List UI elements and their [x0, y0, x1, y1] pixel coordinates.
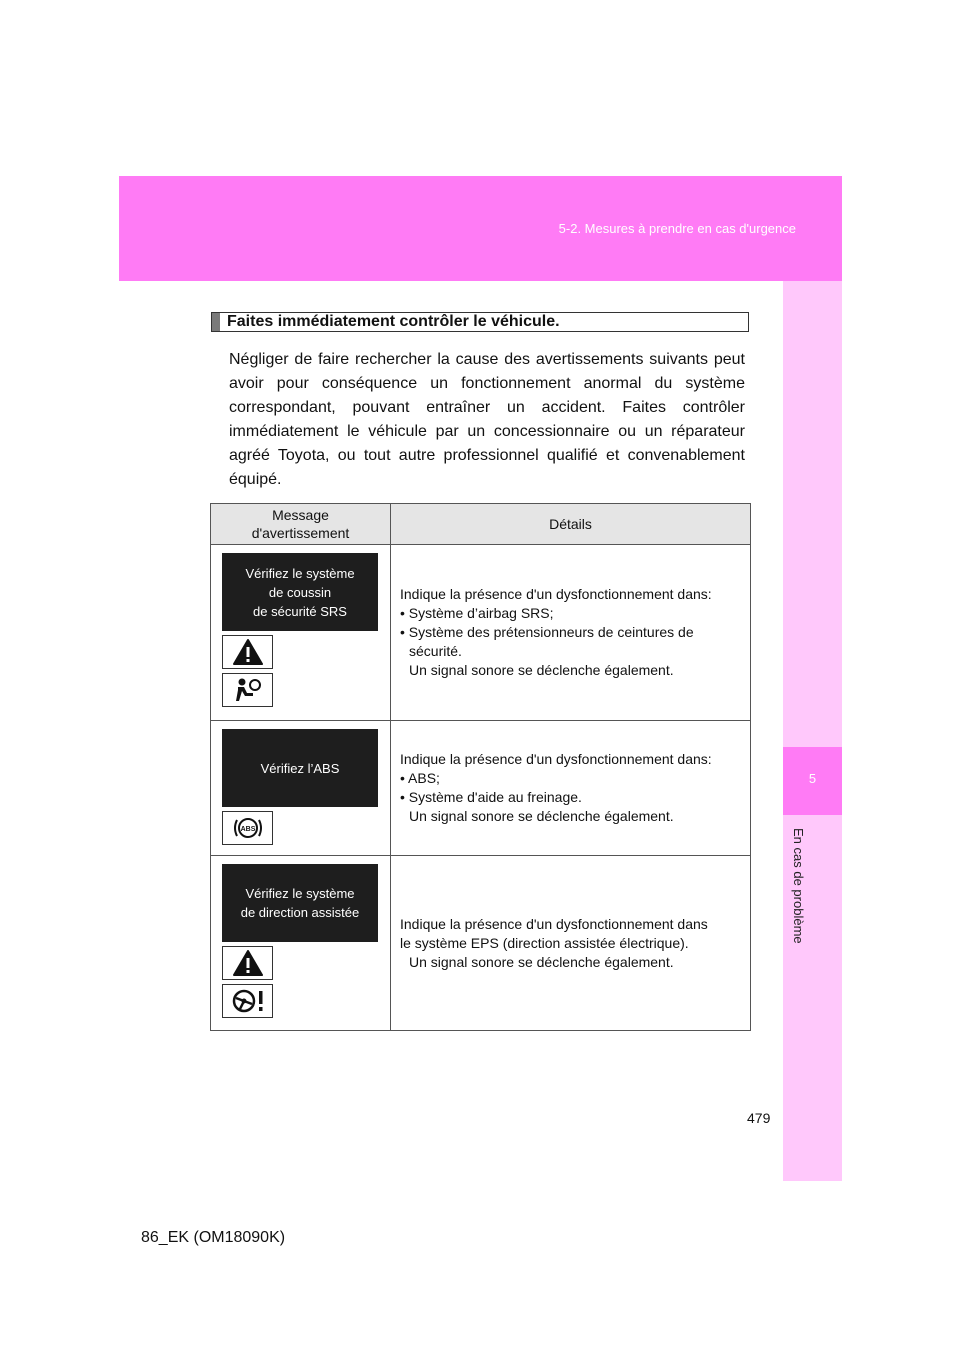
- warning-screen-eps: Vérifiez le système de direction assistée: [222, 864, 378, 942]
- detail-line: Un signal sonore se déclenche également.: [409, 953, 674, 970]
- message-cell: [211, 856, 391, 1031]
- section-reference: 5-2. Mesures à prendre en cas d'urgence: [558, 221, 796, 236]
- detail-line: Un signal sonore se déclenche également.: [409, 808, 674, 824]
- chapter-tab: [783, 747, 842, 815]
- column-header-details: Détails: [391, 504, 751, 545]
- detail-line: sécurité.: [409, 643, 462, 659]
- table-header-row: [211, 504, 751, 545]
- detail-line: • ABS;: [400, 770, 440, 786]
- detail-line: Indique la présence d'un dysfonctionnement dans:: [400, 586, 712, 602]
- details-cell: [391, 721, 751, 856]
- intro-paragraph: Négliger de faire rechercher la cause des avertissements suivants peut avoir pour conséquence un fonctionnement anormal du système correspondant, pouvant entraîner un accident. Faites contrôler immédiatement le véhicule par un concessionnaire ou un réparateur agréé Toyota, ou tout autre professionnel qualifié et convenablement équipé.: [229, 351, 745, 488]
- table-row: [211, 856, 751, 1031]
- detail-line: • Système des prétensionneurs de ceintures de: [400, 624, 694, 640]
- chapter-title: En cas de problème: [791, 828, 806, 944]
- message-cell: [211, 721, 391, 856]
- detail-line: Un signal sonore se déclenche également.: [409, 662, 674, 678]
- abs-icon: [222, 811, 273, 845]
- steering-warning-icon: [222, 984, 273, 1018]
- heading-marker: [212, 313, 220, 331]
- message-cell: [211, 545, 391, 721]
- warning-screen-abs: Vérifiez l’ABS: [222, 729, 378, 807]
- warning-screen-srs: Vérifiez le système de coussin de sécurité SRS: [222, 553, 378, 631]
- warning-table: [210, 503, 751, 1031]
- airbag-icon: [222, 673, 273, 707]
- details-cell: [391, 856, 751, 1031]
- warning-triangle-icon: [222, 946, 273, 980]
- document-code: 86_EK (OM18090K): [141, 1229, 286, 1246]
- detail-line: le système EPS (direction assistée électrique).: [400, 934, 689, 951]
- section-heading-text: Faites immédiatement contrôler le véhicule.: [227, 313, 560, 330]
- details-cell: [391, 545, 751, 721]
- warning-triangle-icon: [222, 635, 273, 669]
- chapter-number: 5: [808, 771, 817, 786]
- detail-line: Indique la présence d'un dysfonctionnement dans: [400, 915, 708, 932]
- section-heading: [211, 312, 749, 332]
- detail-line: • Système d'aide au freinage.: [400, 789, 582, 805]
- column-header-message: [211, 504, 391, 545]
- table-row: [211, 721, 751, 856]
- table-row: [211, 545, 751, 721]
- column-header-message-text: Message d'avertissement: [251, 507, 350, 541]
- detail-line: Indique la présence d'un dysfonctionnement dans:: [400, 751, 712, 767]
- svg-text:ABS: ABS: [240, 826, 255, 833]
- chapter-side-strip: [783, 281, 842, 1181]
- header-band: [119, 176, 842, 281]
- page-number: 479: [747, 1110, 771, 1126]
- detail-line: • Système d’airbag SRS;: [400, 605, 554, 621]
